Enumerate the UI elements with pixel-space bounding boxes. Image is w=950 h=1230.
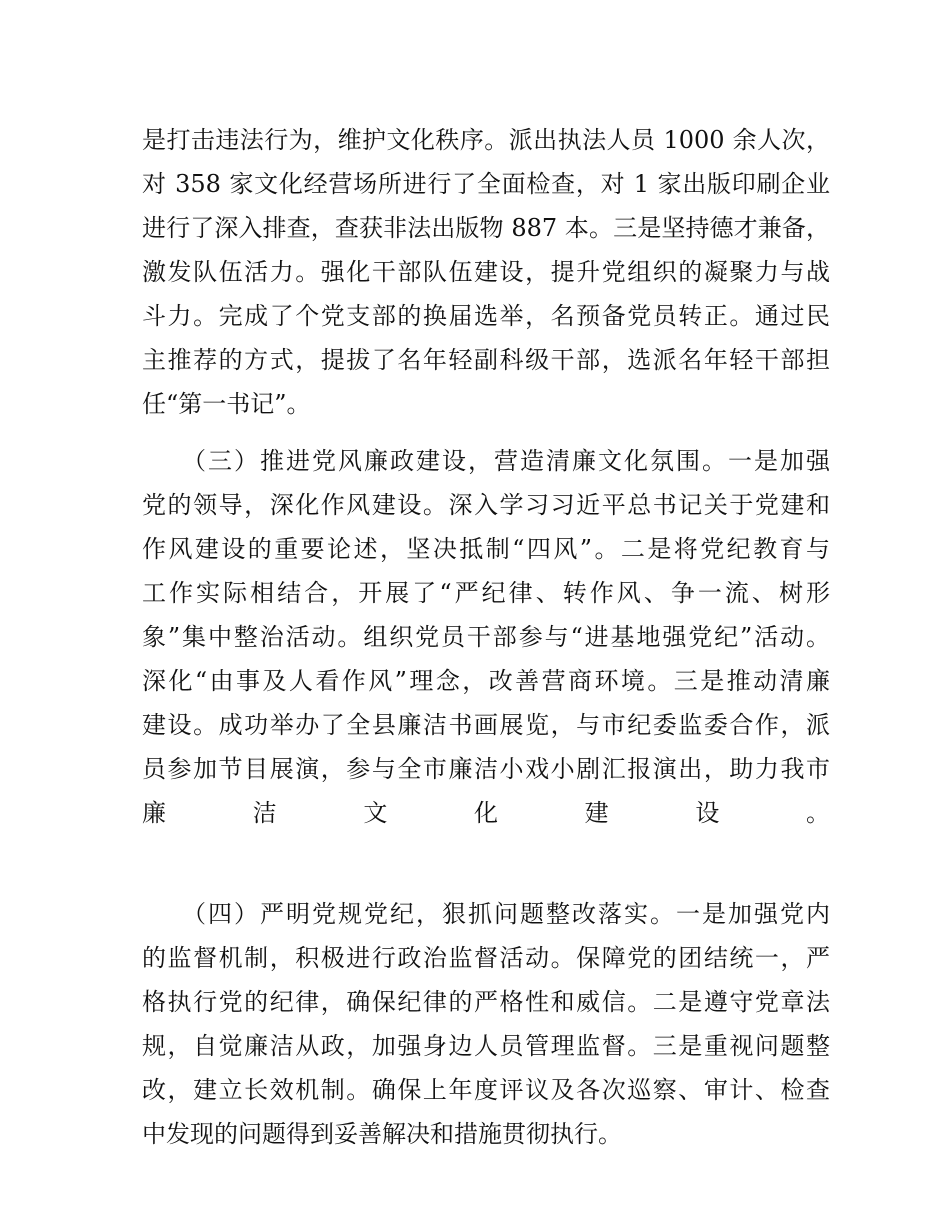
text-line: 激发队伍活力。强化干部队伍建设，提升党组织的凝聚力与战 — [142, 258, 830, 286]
text-line — [142, 835, 830, 879]
text-line: 的监督机制，积极进行政治监督活动。保障党的团结统一，严 — [142, 944, 830, 972]
text-line: 象”集中整治活动。组织党员干部参与“进基地强党纪”活动。 — [142, 623, 830, 651]
text-line: 工作实际相结合，开展了“严纪律、转作风、争一流、树形 — [142, 579, 830, 607]
text-line: 进行了深入排查，查获非法出版物 887 本。三是坚持德才兼备， — [142, 214, 830, 242]
paragraph-section-three — [142, 439, 830, 879]
section-heading-line: （三）推进党风廉政建设，营造清廉文化氛围。一是加强 — [142, 447, 830, 475]
text-line: 党的领导，深化作风建设。深入学习习近平总书记关于党建和 — [142, 491, 830, 519]
text-line: 改，建立长效机制。确保上年度评议及各次巡察、审计、检查 — [142, 1076, 830, 1104]
text-line: 作风建设的重要论述，坚决抵制“四风”。二是将党纪教育与 — [142, 535, 830, 563]
section-heading-line: （四）严明党规党纪，狠抓问题整改落实。一是加强党内 — [142, 900, 830, 928]
text-line: 格执行党的纪律，确保纪律的严格性和威信。二是遵守党章法 — [142, 988, 830, 1016]
text-line: 主推荐的方式，提拔了名年轻副科级干部，选派名年轻干部担 — [142, 346, 830, 374]
text-line: 是打击违法行为，维护文化秩序。派出执法人员 1000 余人次， — [142, 126, 830, 154]
text-line: 员参加节目展演，参与全市廉洁小戏小剧汇报演出，助力我市 — [142, 755, 830, 783]
text-line: 深化“由事及人看作风”理念，改善营商环境。三是推动清廉 — [142, 667, 830, 695]
text-line: 中发现的问题得到妥善解决和措施贯彻执行。 — [142, 1120, 622, 1148]
text-line: 斗力。完成了个党支部的换届选举，名预备党员转正。通过民 — [142, 302, 830, 330]
text-line: 廉洁文化建设。 — [142, 799, 830, 827]
paragraph-section-four — [142, 892, 830, 1156]
text-line: 建设。成功举办了全县廉洁书画展览，与市纪委监委合作，派 — [142, 711, 830, 739]
document-body — [142, 118, 830, 1156]
paragraph-cultural-order — [142, 118, 830, 426]
text-line: 对 358 家文化经营场所进行了全面检查，对 1 家出版印刷企业 — [142, 170, 830, 198]
text-line: 规，自觉廉洁从政，加强身边人员管理监督。三是重视问题整 — [142, 1032, 830, 1060]
text-line: 任“第一书记”。 — [142, 390, 311, 418]
